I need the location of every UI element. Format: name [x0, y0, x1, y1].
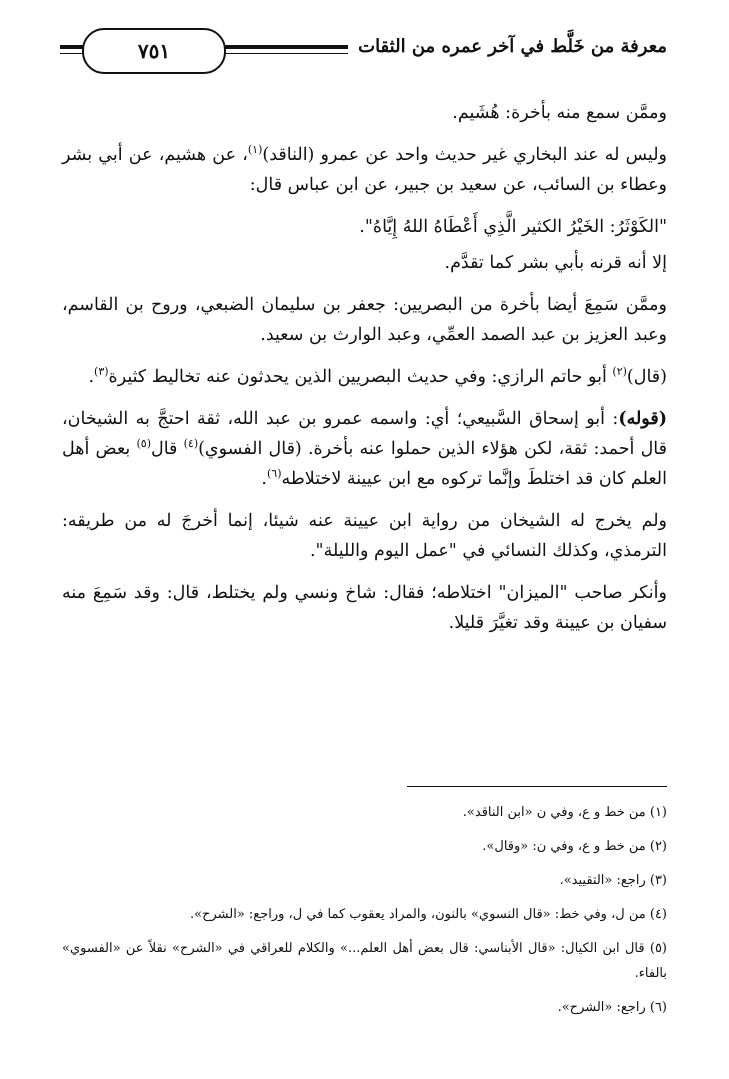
paragraph [62, 362, 667, 392]
bold-lemma: (قوله) [618, 409, 667, 429]
quote-line [62, 212, 667, 242]
text-run: وليس له عند البخاري غير حديث واحد عن عمرو (الناقد) [262, 145, 667, 165]
running-title: معرفة من خَلَّط في آخر عمره من الثقات [348, 36, 667, 57]
text-run: قال [150, 439, 184, 459]
text-run: أبو حاتم الرازي: وفي حديث البصريين الذين يحدثون عنه تخاليط كثيرة [108, 367, 613, 387]
text-run: بعض أهل العلم كان قد اختلطَ وإنَّما تركوه مع ابن عيينة لاختلاطه [62, 439, 667, 489]
footnote: (٤) من ل، وفي خط: «قال النسوي» بالنون، والمراد يعقوب كما في ل، وراجع: «الشرح». [190, 907, 667, 922]
text-run: (قال) [626, 367, 667, 387]
page-number: ٧٥١ [137, 39, 171, 63]
main-text [62, 98, 667, 650]
footnote: (٢) من خط و ع، وفي ن: «وقال». [482, 839, 667, 854]
footnote: (١) من خط و ع، وفي ن «ابن الناقد». [462, 805, 667, 820]
footnote: (٦) راجع: «الشرح». [557, 1000, 667, 1015]
footnote-marker: (٣) [94, 365, 109, 379]
footnote-marker: (٦) [266, 467, 282, 481]
text-run: وممَّن سَمِعَ أيضا بأخرة من البصريين: جعفر بن سليمان الضبعي، وروح بن القاسم، وعبد العزيز بن عبد الصمد العمِّي، وعبد الوارث بن سعيد. [62, 295, 667, 345]
paragraph [62, 404, 667, 494]
paragraph [62, 248, 667, 278]
page-header [60, 28, 667, 72]
page-number-badge [82, 28, 226, 74]
text-run: "الكَوْثَرُ: الخَيْرُ الكثير الَّذِي أَعْطَاهُ اللهُ إِيَّاهُ". [359, 217, 667, 237]
text-run: وممَّن سمع منه بأخرة: هُشَيم. [452, 103, 667, 123]
paragraph [62, 290, 667, 350]
footnote-marker: (٥) [136, 437, 151, 451]
footnote-marker: (٢) [612, 365, 627, 379]
text-run: وأنكر صاحب "الميزان" اختلاطه؛ فقال: شاخ ونسي ولم يختلط، قال: وقد سَمِعَ منه سفيان بن عيينة وقد تغيَّرَ قليلا. [62, 583, 667, 633]
footnote: (٣) راجع: «التقييد». [559, 873, 667, 888]
text-run: : أبو إسحاق السَّبيعي؛ أي: واسمه عمرو بن عبد الله، ثقة احتجَّ به الشيخان، قال أحمد: ثقة، لكن هؤلاء الذين حملوا عنه بأخرة. (قال الفسوي) [62, 409, 667, 459]
footnotes [62, 800, 667, 1029]
footnote-marker: (٤) [183, 437, 199, 451]
paragraph [62, 140, 667, 200]
text-run: ولم يخرج له الشيخان من رواية ابن عيينة عنه شيئا، إنما أخرجَ له من طريقه: الترمذي، وكذلك النسائي في "عمل اليوم والليلة". [62, 511, 667, 561]
paragraph [62, 506, 667, 566]
paragraph [62, 98, 667, 128]
footnote: (٥) قال ابن الكيال: «قال الأبناسي: قال بعض أهل العلم...» والكلام للعراقي في «الشرح» نقلاً عن «الفسوي» بالفاء. [62, 941, 667, 981]
footnote-marker: (١) [247, 143, 263, 157]
footnote-separator [407, 786, 667, 787]
text-run: إلا أنه قرنه بأبي بشر كما تقدَّم. [444, 253, 667, 273]
text-run: . [261, 469, 267, 489]
paragraph [62, 578, 667, 638]
text-run: ، عن هشيم، عن أبي بشر وعطاء بن السائب، عن سعيد بن جبير، عن ابن عباس قال: [62, 145, 667, 195]
text-run: . [88, 367, 95, 387]
